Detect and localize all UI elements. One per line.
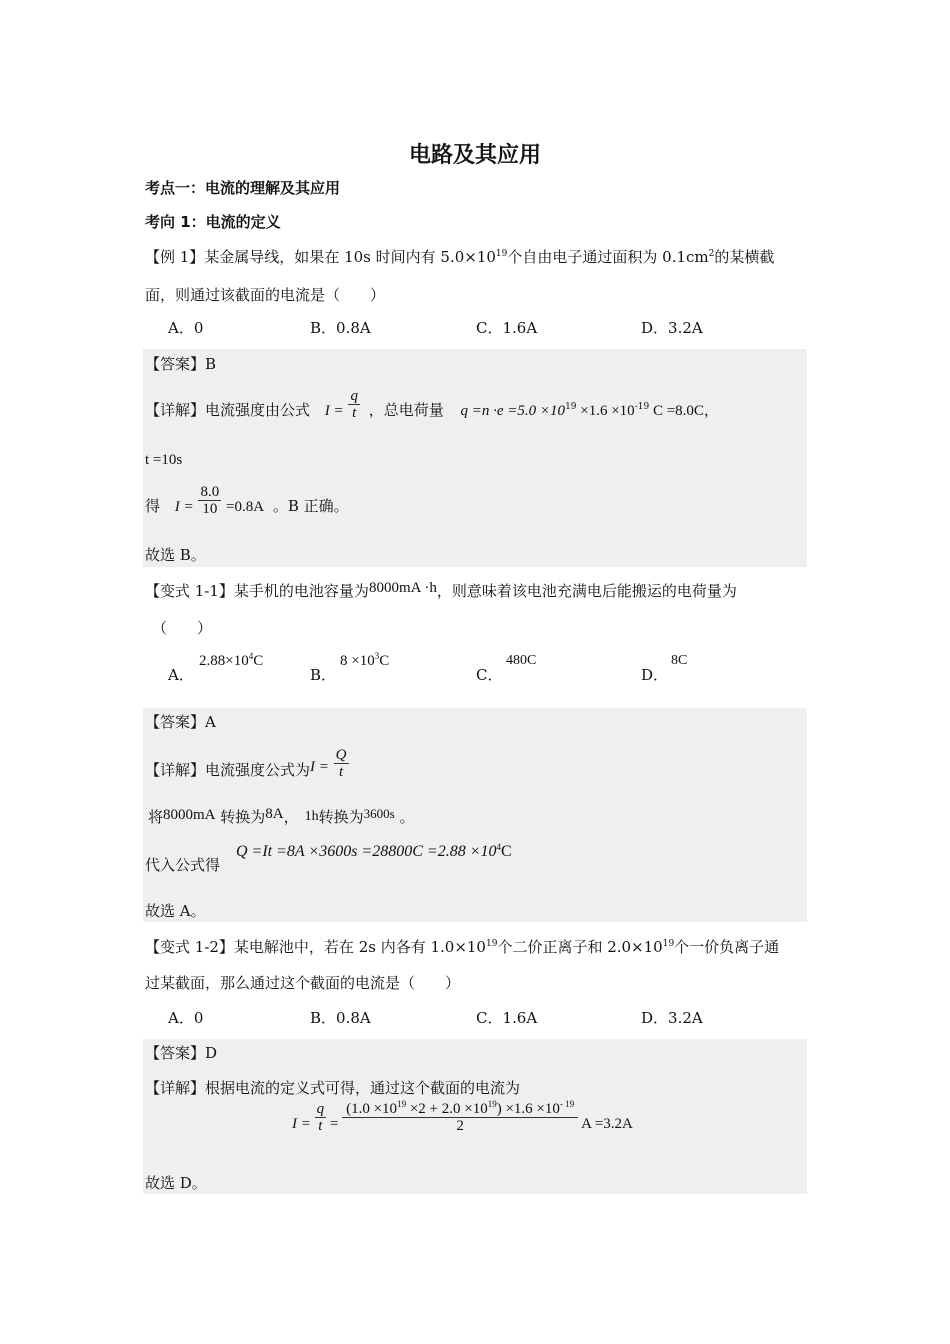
example1-detail-line: [145, 387, 719, 421]
formula-text: I =: [174, 499, 194, 515]
superscript: 19: [565, 402, 577, 412]
variant11-option-d-letter: D．: [641, 666, 669, 684]
superscript: 19: [397, 1099, 407, 1110]
variant11-question-line2: （ ）: [152, 619, 213, 637]
text: C: [253, 653, 264, 669]
formula-text: C: [501, 843, 512, 860]
example1-result-line: [145, 483, 349, 517]
variant11-option-c-letter: C．: [476, 666, 503, 684]
fraction-q-over-t: [348, 388, 360, 421]
text: 的某横截: [714, 248, 775, 266]
text: 【变式 1-1】某手机的电池容量为: [145, 582, 369, 600]
formula-text: Q =It =8A ×3600s =28800C =2.88 ×10: [236, 843, 497, 860]
variant12-answer: 【答案】D: [145, 1044, 218, 1062]
text: 转换为: [318, 808, 364, 826]
formula-text: I =: [292, 1116, 311, 1132]
formula-text: 8000mA: [163, 807, 216, 823]
variant11-substitution-label: 代入公式得: [145, 856, 221, 874]
text: 个一价负离子通: [674, 938, 780, 956]
text: ，: [283, 808, 299, 826]
superscript: 4: [248, 651, 254, 661]
denominator: t: [318, 1118, 323, 1135]
superscript: -19: [634, 402, 650, 412]
example1-conclusion: 故选 B。: [145, 546, 206, 564]
text: C: [379, 653, 390, 669]
variant11-conclusion: 故选 A。: [145, 902, 206, 920]
superscript: 3: [374, 651, 380, 661]
variant12-detail: 【详解】根据电流的定义式可得，通过这个截面的电流为: [145, 1079, 521, 1097]
example1-option-c: C．1.6A: [476, 319, 538, 337]
fraction-charge-over-time: [342, 1101, 578, 1134]
example1-option-a: A．0: [168, 319, 204, 337]
formula-text: 1h: [304, 809, 319, 824]
formula-text: ×1.6 ×10: [576, 403, 635, 419]
text: 【变式 1-2】某电解池中，若在 2s 内各有 1.0×10: [145, 938, 486, 956]
denominator: t: [339, 763, 344, 780]
text: ) ×1.6 ×10: [496, 1101, 560, 1118]
variant12-conclusion: 故选 D。: [145, 1174, 207, 1192]
variant12-option-b: B．0.8A: [310, 1009, 371, 1027]
formula-text: =: [329, 1116, 339, 1132]
variant12-option-a: A．0: [168, 1009, 204, 1027]
text: ，则意味着该电池充满电后能搬运的电荷量为: [436, 582, 737, 600]
text: 8 ×10: [340, 653, 375, 669]
formula-text: q =n ·e =5.0 ×10: [460, 403, 566, 419]
text: 个二价正离子和 2.0×10: [497, 938, 663, 956]
formula-text: 8000mA ·h: [368, 580, 437, 596]
example1-option-d: D．3.2A: [641, 319, 703, 337]
text: ，: [703, 401, 719, 419]
denominator: 10: [202, 500, 218, 517]
subsection-heading: 考向 1：电流的定义: [145, 213, 281, 231]
formula-text: =0.8A: [225, 499, 265, 515]
superscript: - 19: [559, 1099, 575, 1110]
numerator: q: [316, 1101, 325, 1118]
variant12-option-c: C．1.6A: [476, 1009, 538, 1027]
superscript: 2: [708, 249, 715, 259]
example1-option-b: B．0.8A: [310, 319, 371, 337]
denominator: 2: [456, 1118, 464, 1135]
text: ×2 + 2.0 ×10: [406, 1101, 488, 1118]
variant12-question-line1: [145, 937, 779, 957]
variant11-option-b-letter: B．: [310, 666, 337, 684]
variant11-option-c-value: 480C: [506, 653, 537, 668]
formula-text: I =: [310, 759, 329, 775]
example1-answer: 【答案】B: [145, 355, 217, 373]
fraction-Q-over-t: [334, 747, 349, 780]
fraction-q-over-t: [315, 1101, 327, 1134]
variant12-option-d: D．3.2A: [641, 1009, 703, 1027]
numerator: [342, 1101, 578, 1118]
formula-text: 3600s: [363, 806, 395, 821]
text: 2.88×10: [199, 653, 249, 669]
text: 转换为: [215, 808, 266, 826]
superscript: 4: [496, 842, 501, 852]
text: 。B 正确。: [272, 497, 349, 515]
superscript: 19: [662, 939, 675, 949]
variant11-substitution-formula: [236, 842, 512, 862]
page-title: 电路及其应用: [408, 143, 541, 168]
variant11-option-a-letter: A．: [168, 666, 194, 684]
variant11-answer: 【答案】A: [145, 713, 216, 731]
formula-text: I =: [324, 403, 344, 419]
variant11-option-d-value: 8C: [671, 653, 688, 668]
example1-answer-box: [143, 349, 807, 567]
text: 【详解】电流强度公式为: [145, 761, 311, 779]
superscript: 19: [495, 249, 508, 259]
variant11-detail-line: [145, 746, 349, 781]
example1-question-line2: 面，则通过该截面的电流是（ ）: [145, 286, 386, 304]
numerator: 8.0: [200, 483, 220, 500]
text: 个自由电子通过面积为 0.1cm: [507, 248, 709, 266]
variant11-option-b-value: [340, 651, 389, 671]
example1-time-value: t =10s: [145, 452, 183, 468]
formula-text: 8A: [265, 806, 284, 822]
text: 得: [145, 497, 161, 515]
text: ，总电荷量: [368, 401, 444, 419]
superscript: 19: [485, 939, 498, 949]
variant11-question-line1: [145, 581, 737, 602]
text: 。: [394, 808, 415, 826]
section-heading: 考点一：电流的理解及其应用: [145, 179, 341, 197]
formula-text: C =8.0C: [649, 403, 704, 419]
variant11-conversion-line: [148, 807, 415, 829]
fraction-8-over-10: [198, 484, 221, 517]
variant11-option-a-value: [199, 651, 263, 671]
text: (1.0 ×10: [346, 1101, 398, 1118]
numerator: q: [350, 387, 358, 404]
denominator: t: [352, 404, 357, 421]
text: 【详解】电流强度由公式: [145, 401, 311, 419]
superscript: 19: [487, 1099, 497, 1110]
text: 【例 1】某金属导线，如果在 10s 时间内有 5.0×10: [145, 248, 496, 266]
formula-text: A =3.2A: [581, 1116, 633, 1132]
text: 将: [148, 808, 164, 826]
variant12-question-line2: 过某截面，那么通过这个截面的电流是（ ）: [145, 974, 461, 992]
numerator: Q: [335, 746, 347, 763]
example1-question-line1: [145, 247, 774, 267]
